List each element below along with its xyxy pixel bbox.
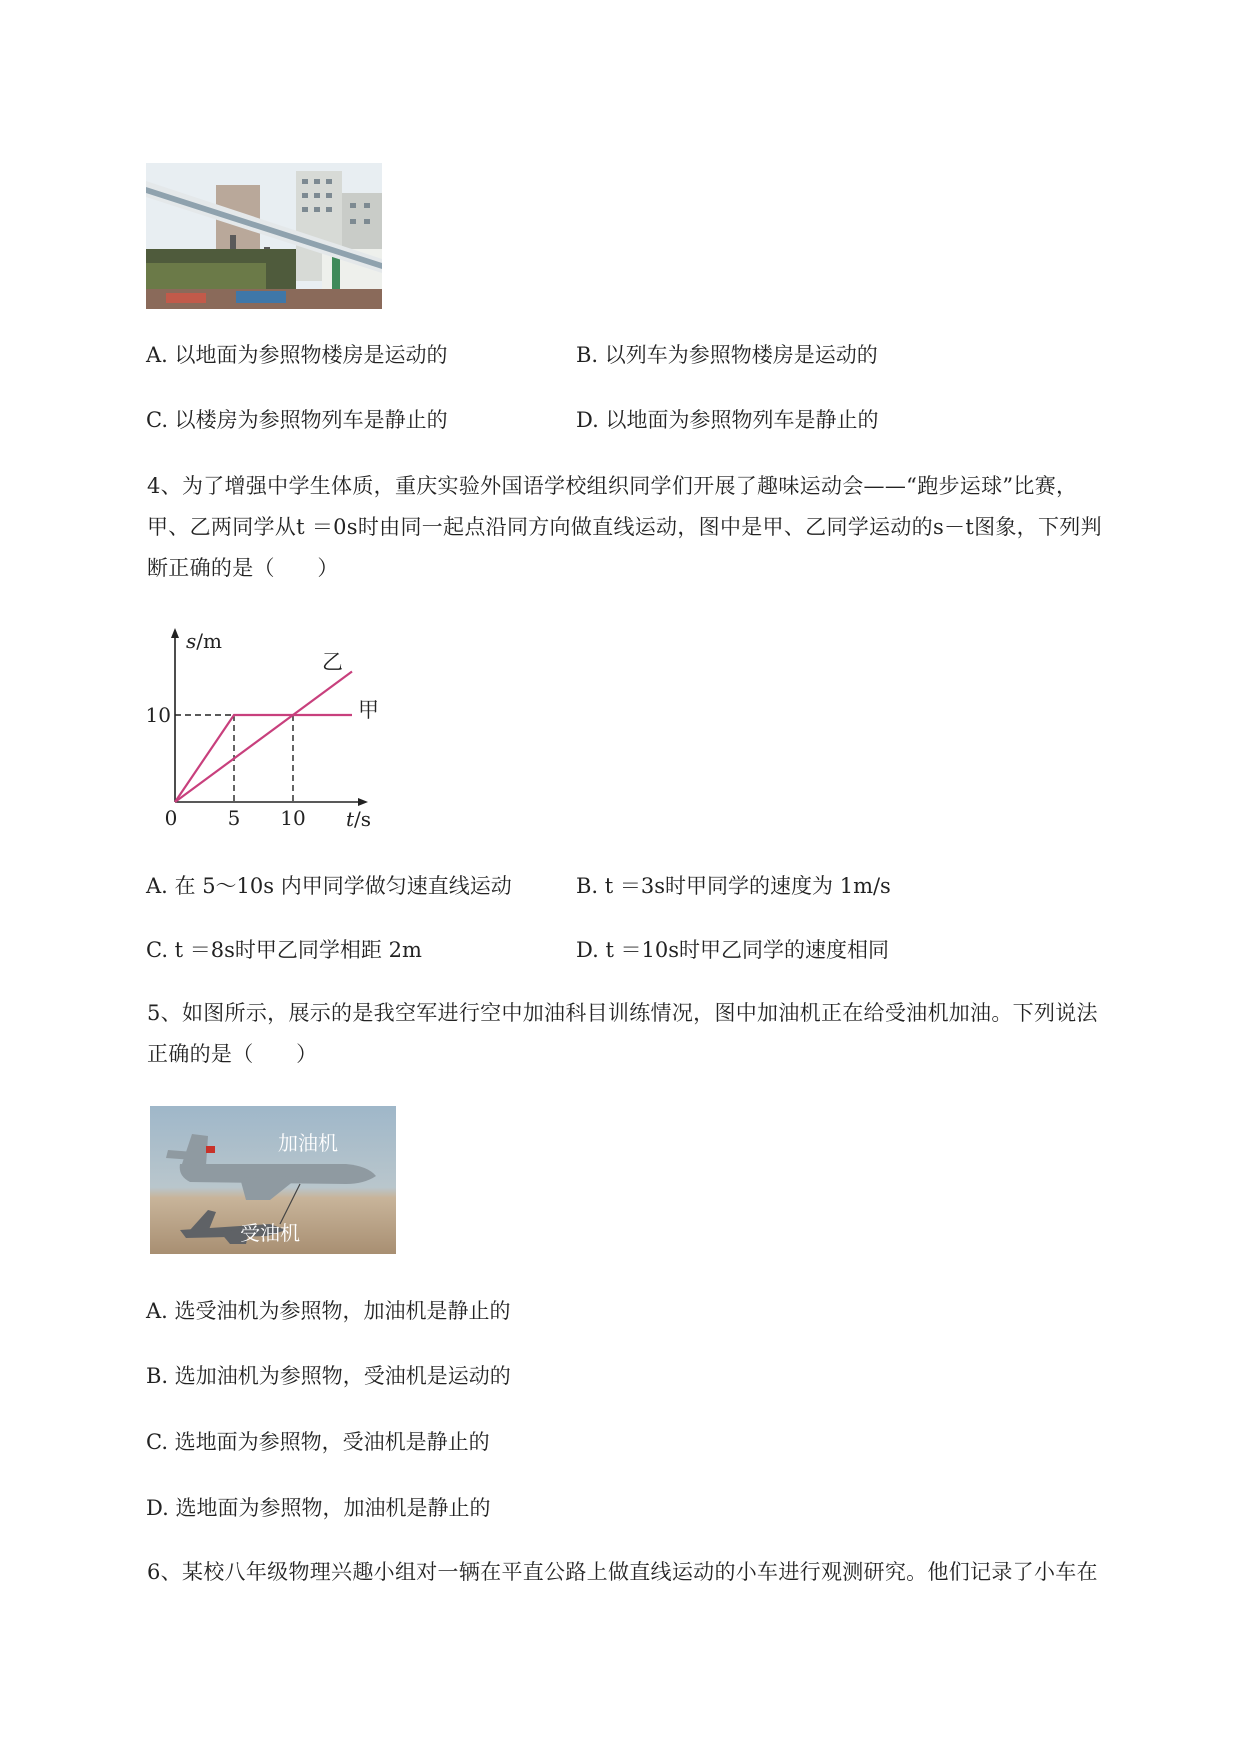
q5-stem — [147, 993, 1172, 1075]
x-tick-0: 0 — [164, 806, 178, 830]
refueling-photo — [150, 1106, 396, 1254]
q4-stem — [147, 466, 1172, 589]
y-axis-label: s/m — [186, 629, 222, 653]
q5-stem-line-1: 5、如图所示，展示的是我空军进行空中加油科目训练情况，图中加油机正在给受油机加油。下列说法 — [147, 1001, 1098, 1025]
series-line-yi — [175, 672, 352, 803]
q4-option-a: A. 在 5～10s 内甲同学做匀速直线运动 — [146, 874, 512, 898]
q3-option-c: C. 以楼房为参照物列车是静止的 — [146, 408, 448, 432]
q5-option-a: A. 选受油机为参照物，加油机是静止的 — [146, 1299, 511, 1323]
q5-option-b: B. 选加油机为参照物，受油机是运动的 — [146, 1364, 511, 1388]
q6-stem-line-1: 6、某校八年级物理兴趣小组对一辆在平直公路上做直线运动的小车进行观测研究。他们记录了小车在 — [147, 1560, 1098, 1584]
q4-option-b: B. t ＝3s时甲同学的速度为 1m/s — [576, 874, 891, 898]
monorail-photo — [146, 163, 382, 309]
q5-option-c: C. 选地面为参照物，受油机是静止的 — [146, 1430, 490, 1454]
series-line-jia — [175, 715, 352, 802]
q3-option-a: A. 以地面为参照物楼房是运动的 — [146, 343, 448, 367]
x-axis-arrow — [358, 798, 368, 806]
q6-stem — [147, 1552, 1172, 1593]
q4-stem-line-2: 甲、乙两同学从t ＝0s时由同一起点沿同方向做直线运动，图中是甲、乙同学运动的s－t图象，下列判 — [147, 515, 1102, 539]
series-label-yi: 乙 — [322, 650, 343, 674]
q3-option-d: D. 以地面为参照物列车是静止的 — [576, 408, 879, 432]
q4-stem-line-1: 4、为了增强中学生体质，重庆实验外国语学校组织同学们开展了趣味运动会——“跑步运球”比赛， — [147, 474, 1078, 498]
q5-option-d: D. 选地面为参照物，加油机是静止的 — [146, 1496, 491, 1520]
y-axis-arrow — [171, 628, 179, 638]
x-tick-5: 5 — [227, 806, 241, 830]
series-label-jia: 甲 — [358, 698, 379, 722]
q4-option-c: C. t ＝8s时甲乙同学相距 2m — [146, 938, 422, 962]
tanker-label: 加油机 — [278, 1131, 338, 1155]
q3-option-b: B. 以列车为参照物楼房是运动的 — [576, 343, 878, 367]
q4-option-d: D. t ＝10s时甲乙同学的速度相同 — [576, 938, 890, 962]
y-tick-10: 10 — [145, 703, 171, 727]
x-tick-10: 10 — [280, 806, 306, 830]
q4-stem-line-3: 断正确的是（ ） — [147, 556, 339, 580]
q5-stem-line-2: 正确的是（ ） — [147, 1042, 318, 1066]
x-axis-label: t/s — [346, 807, 372, 831]
receiver-label: 受油机 — [240, 1221, 300, 1245]
st-chart — [140, 624, 390, 834]
